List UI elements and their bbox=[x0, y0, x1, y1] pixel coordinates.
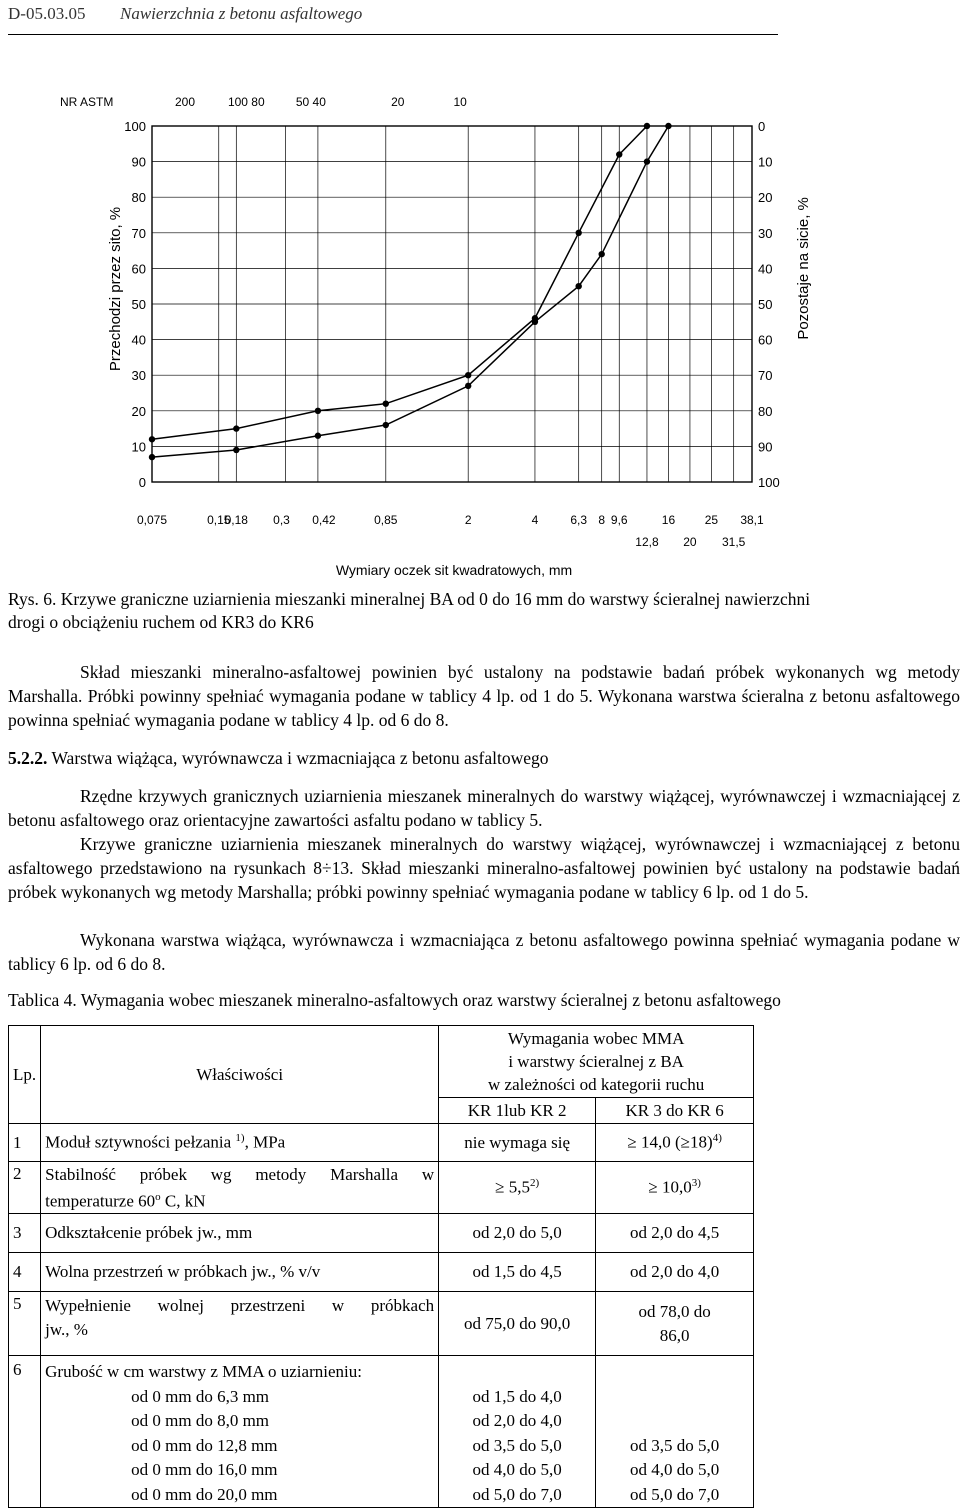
y-left-tick-label: 60 bbox=[131, 261, 146, 277]
header-req-line-2: i warstwy ścieralnej z BA bbox=[508, 1052, 684, 1071]
paragraph-2: Rzędne krzywych granicznych uziarnienia mieszanek mineralnych do warstwy wiążącej, wyrównawczej i wzmacniającej z betonu asfaltowego oraz orientacyjne zawartości asfaltu podano w tablicy 5. bbox=[8, 786, 960, 830]
ge-symbol: ≥ bbox=[648, 1177, 658, 1197]
caption-line-1: Rys. 6. Krzywe graniczne uziarnienia mieszanki mineralnej BA od 0 do 16 mm do warstwy ścieralnej nawierzchni bbox=[8, 589, 811, 609]
y-right-tick-label: 20 bbox=[758, 190, 773, 206]
value-text: od 3,5 do 5,0 bbox=[630, 1435, 720, 1455]
row-lp: 3 bbox=[9, 1214, 41, 1253]
row-property: Wolna przestrzeń w próbkach jw., % v/v bbox=[41, 1253, 439, 1292]
x-tick-label: 2 bbox=[464, 513, 472, 527]
row-property: Odkształcenie próbek jw., mm bbox=[41, 1214, 439, 1253]
value-text bbox=[600, 1385, 749, 1410]
data-point bbox=[233, 447, 239, 453]
data-point bbox=[315, 433, 321, 439]
data-point bbox=[665, 123, 671, 129]
document-title: Nawierzchnia z betonu asfaltowego bbox=[120, 4, 363, 23]
value-text: od 5,0 do 7,0 bbox=[472, 1484, 562, 1504]
row-property bbox=[41, 1162, 439, 1214]
degree-mark: o bbox=[155, 1190, 161, 1203]
row-value-kr3 bbox=[596, 1356, 754, 1508]
property-line-2 bbox=[45, 1186, 434, 1213]
row-property bbox=[41, 1292, 439, 1356]
top-tick-label: 20 bbox=[391, 95, 405, 109]
y-right-tick-label: 30 bbox=[758, 225, 773, 241]
value-text: 10,0 bbox=[657, 1177, 692, 1197]
value-text: od 2,0 do 4,0 bbox=[472, 1411, 562, 1430]
header-requirements bbox=[439, 1026, 754, 1098]
ge-symbol: ≥ bbox=[495, 1177, 505, 1197]
property-line-1: Stabilność próbek wg metody Marshalla w bbox=[45, 1164, 435, 1184]
header-kr3: KR 3 do KR 6 bbox=[596, 1098, 754, 1124]
grading-range: od 0 mm do 6,3 mm bbox=[131, 1386, 270, 1406]
row-lp: 6 bbox=[9, 1356, 41, 1508]
y-axis-title-left: Przechodzi przez sito, % bbox=[107, 206, 124, 372]
paragraph-4: Wykonana warstwa wiążąca, wyrównawcza i wzmacniająca z betonu asfaltowego powinna spełniać wymagania podane w tablicy 6 lp. od 6 do 8. bbox=[8, 930, 960, 974]
value-text: od 1,5 do 4,0 bbox=[472, 1386, 562, 1406]
row-lp: 1 bbox=[9, 1124, 41, 1162]
x-tick-label: 0,15 bbox=[207, 513, 231, 527]
table-header-row bbox=[9, 1026, 754, 1098]
y-right-tick-label: 0 bbox=[758, 119, 766, 134]
table-row bbox=[9, 1253, 754, 1292]
row-value-kr3: od 2,0 do 4,0 bbox=[596, 1253, 754, 1292]
value-text: od 3,5 do 5,0 bbox=[472, 1435, 562, 1455]
row-property bbox=[41, 1124, 439, 1162]
data-point bbox=[644, 123, 650, 129]
x-tick-label: 0,3 bbox=[273, 513, 290, 527]
section-heading bbox=[8, 746, 960, 770]
x-tick-label: 25 bbox=[704, 513, 719, 527]
property-line-1: Wypełnienie wolnej przestrzeni w próbkach bbox=[45, 1296, 435, 1315]
row-lp: 2 bbox=[9, 1162, 41, 1214]
property-unit: C, kN bbox=[160, 1191, 206, 1211]
value-text: od 4,0 do 5,0 bbox=[630, 1460, 720, 1479]
y-left-tick-label: 90 bbox=[131, 154, 146, 170]
table-row bbox=[9, 1292, 754, 1356]
x-tick-label: 8 bbox=[598, 513, 606, 527]
x-tick-label: 6,3 bbox=[570, 513, 588, 527]
y-axis-title-right: Pozostaje na sicie, % bbox=[795, 197, 812, 340]
table-row bbox=[9, 1214, 754, 1253]
x-tick-label: 12,8 bbox=[635, 535, 659, 549]
property-line-2: jw., % bbox=[45, 1320, 88, 1339]
y-left-tick-label: 100 bbox=[124, 119, 146, 134]
footnote-mark: 3) bbox=[691, 1177, 701, 1190]
x-tick-label: 31,5 bbox=[722, 535, 746, 549]
data-point bbox=[465, 383, 471, 389]
value-text: 14,0 ( bbox=[636, 1132, 681, 1152]
row-value-kr1: od 2,0 do 5,0 bbox=[439, 1214, 596, 1253]
data-point bbox=[616, 151, 622, 157]
x-tick-label: 9,6 bbox=[610, 513, 628, 527]
row-value-kr1 bbox=[439, 1162, 596, 1214]
grading-curve-2 bbox=[152, 126, 668, 457]
y-right-tick-label: 70 bbox=[758, 368, 773, 384]
grading-range: od 0 mm do 8,0 mm bbox=[131, 1411, 270, 1430]
data-point bbox=[149, 454, 155, 460]
value-line-1: od 78,0 do bbox=[638, 1301, 711, 1321]
data-point bbox=[233, 425, 239, 431]
data-point bbox=[149, 436, 155, 442]
row-value-kr1: od 75,0 do 90,0 bbox=[439, 1292, 596, 1356]
data-point bbox=[598, 251, 604, 257]
data-point bbox=[383, 400, 389, 406]
footnote-mark: 1) bbox=[235, 1132, 245, 1145]
x-axis-title: Wymiary oczek sit kwadratowych, mm bbox=[335, 562, 573, 578]
x-tick-label: 4 bbox=[531, 513, 539, 527]
paragraph-3: Krzywe graniczne uziarnienia mieszanek mineralnych do warstwy wiążącej, wyrównawczej i wzmacniającej z betonu asfaltowego przedstawiono na rysunkach 8÷13. Skład mieszanki mineralno-asfaltowej powinien być ustalony na podstawie badań próbek wykonanych wg metody Marshalla; próbki powinny spełniać wymagania podane w tablicy 6 lp. od 1 do 5. bbox=[8, 834, 960, 902]
data-point bbox=[575, 283, 581, 289]
requirements-table bbox=[8, 1025, 754, 1508]
x-tick-label: 38,1 bbox=[740, 513, 764, 527]
x-tick-label: 0,18 bbox=[224, 513, 248, 527]
y-left-tick-label: 50 bbox=[131, 297, 146, 312]
x-tick-label: 16 bbox=[661, 513, 676, 527]
table-row bbox=[9, 1356, 754, 1508]
property-text: Moduł sztywności pełzania bbox=[45, 1132, 232, 1152]
header-req-line-3: w zależności od kategorii ruchu bbox=[488, 1075, 705, 1094]
grading-range: od 0 mm do 12,8 mm bbox=[131, 1435, 278, 1455]
top-axis-label: NR ASTM bbox=[60, 95, 114, 109]
data-point bbox=[532, 319, 538, 325]
y-left-tick-label: 80 bbox=[131, 190, 146, 206]
sieve-chart bbox=[0, 90, 960, 590]
value-text: 5,5 bbox=[504, 1177, 530, 1197]
table-title: Tablica 4. Wymagania wobec mieszanek mineralno-asfaltowych oraz warstwy ścieralnej z betonu asfaltowego bbox=[8, 990, 781, 1010]
header-kr1: KR 1lub KR 2 bbox=[439, 1098, 596, 1124]
section-number: 5.2.2. bbox=[8, 748, 48, 768]
data-point bbox=[315, 408, 321, 414]
value-text: od 5,0 do 7,0 bbox=[630, 1484, 720, 1504]
property-unit: , MPa bbox=[244, 1132, 286, 1152]
top-tick-label: 100 80 bbox=[227, 95, 265, 109]
ge-symbol: ≥ bbox=[680, 1132, 691, 1152]
y-right-tick-label: 10 bbox=[758, 154, 773, 170]
row-value-kr3: od 2,0 do 4,5 bbox=[596, 1214, 754, 1253]
data-point bbox=[575, 230, 581, 236]
value-text bbox=[600, 1409, 749, 1434]
y-left-tick-label: 10 bbox=[131, 439, 146, 455]
x-tick-label: 20 bbox=[683, 535, 697, 549]
row-value-kr3 bbox=[596, 1124, 754, 1162]
y-left-tick-label: 20 bbox=[131, 403, 146, 419]
section-title: Warstwa wiążąca, wyrównawcza i wzmacniająca z betonu asfaltowego bbox=[51, 748, 549, 768]
value-line-2: 86,0 bbox=[659, 1325, 690, 1345]
header-properties: Właściwości bbox=[41, 1026, 439, 1124]
value-text: 18) bbox=[690, 1132, 713, 1152]
page-header bbox=[8, 0, 778, 35]
y-left-tick-label: 0 bbox=[138, 475, 146, 490]
data-point bbox=[644, 158, 650, 164]
y-left-tick-label: 30 bbox=[131, 368, 146, 384]
table-row bbox=[9, 1162, 754, 1214]
y-left-tick-label: 70 bbox=[131, 225, 146, 241]
y-right-tick-label: 40 bbox=[758, 261, 773, 277]
grading-curve-1 bbox=[152, 126, 647, 439]
y-right-tick-label: 80 bbox=[758, 403, 773, 419]
footnote-mark: 2) bbox=[529, 1177, 540, 1190]
header-lp: Lp. bbox=[9, 1026, 41, 1124]
x-tick-label: 0,85 bbox=[374, 513, 398, 527]
grading-range: od 0 mm do 16,0 mm bbox=[131, 1460, 278, 1479]
caption-line-2: drogi o obciążeniu ruchem od KR3 do KR6 bbox=[8, 612, 314, 632]
grading-range: od 0 mm do 20,0 mm bbox=[131, 1484, 278, 1504]
paragraph-1: Skład mieszanki mineralno-asfaltowej powinien być ustalony na podstawie badań próbek wykonanych wg metody Marshalla. Próbki powinny spełniać wymagania podane w tablicy 4 lp. od 1 do 5. Wykonana warstwa ścieralna z betonu asfaltowego powinna spełniać wymagania podane w tablicy 4 lp. od 6 do 8. bbox=[8, 662, 960, 730]
property-text: Grubość w cm warstwy z MMA o uziarnieniu: bbox=[45, 1362, 362, 1381]
y-right-tick-label: 60 bbox=[758, 332, 773, 348]
row-value-kr1: od 1,5 do 4,5 bbox=[439, 1253, 596, 1292]
data-point bbox=[383, 422, 389, 428]
row-value-kr1 bbox=[439, 1356, 596, 1508]
header-req-line-1: Wymagania wobec MMA bbox=[507, 1029, 685, 1048]
table-row bbox=[9, 1124, 754, 1162]
row-lp: 5 bbox=[9, 1292, 41, 1356]
ge-symbol: ≥ bbox=[627, 1132, 637, 1152]
y-right-tick-label: 50 bbox=[758, 297, 773, 312]
property-text: temperaturze 60 bbox=[45, 1191, 156, 1211]
row-property bbox=[41, 1356, 439, 1508]
row-value-kr3 bbox=[596, 1292, 754, 1356]
footnote-mark: 4) bbox=[712, 1132, 722, 1145]
row-value-kr1: nie wymaga się bbox=[439, 1124, 596, 1162]
x-tick-label: 0,42 bbox=[312, 513, 336, 527]
document-code: D-05.03.05 bbox=[8, 4, 86, 23]
figure-caption bbox=[8, 588, 960, 634]
top-tick-label: 10 bbox=[453, 95, 467, 109]
y-right-tick-label: 100 bbox=[758, 475, 780, 490]
row-value-kr3 bbox=[596, 1162, 754, 1214]
y-right-tick-label: 90 bbox=[758, 439, 773, 455]
x-tick-label: 0,075 bbox=[136, 513, 168, 527]
value-text: od 4,0 do 5,0 bbox=[472, 1460, 562, 1479]
row-lp: 4 bbox=[9, 1253, 41, 1292]
y-left-tick-label: 40 bbox=[131, 332, 146, 348]
top-tick-label: 200 bbox=[174, 95, 196, 109]
top-tick-label: 50 40 bbox=[295, 95, 326, 109]
data-point bbox=[465, 372, 471, 378]
